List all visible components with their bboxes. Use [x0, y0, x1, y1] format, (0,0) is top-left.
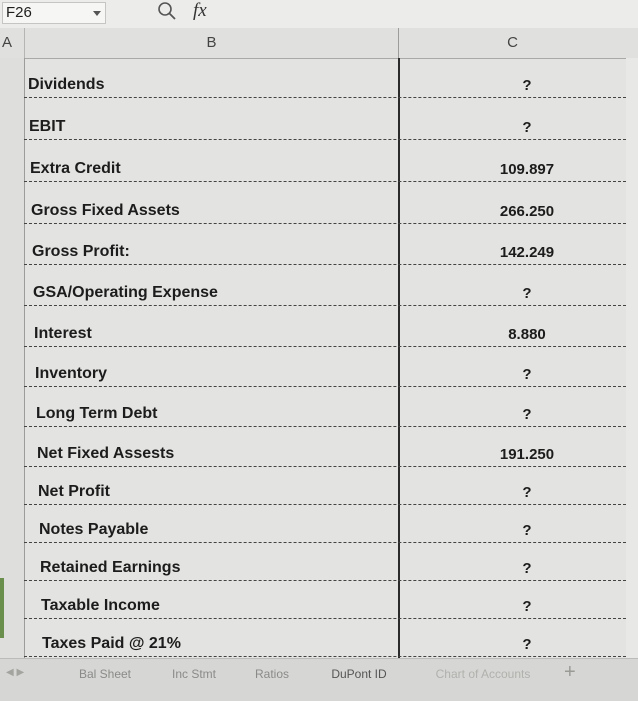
row-label: Retained Earnings: [40, 559, 181, 576]
row-label: Dividends: [28, 76, 105, 93]
sheet-tab-bar: [0, 658, 638, 701]
row-value: ?: [522, 119, 532, 136]
tab-inc-stmt[interactable]: Inc Stmt: [171, 667, 216, 681]
search-icon[interactable]: [156, 0, 178, 22]
chevron-down-icon[interactable]: [93, 11, 101, 16]
row-value: ?: [522, 366, 532, 383]
row-label: Interest: [34, 325, 92, 342]
table-row[interactable]: [24, 58, 626, 98]
row-label: Extra Credit: [30, 160, 121, 177]
row-value: ?: [522, 560, 532, 577]
row-label: Gross Profit:: [32, 243, 130, 260]
row-value: ?: [522, 406, 532, 423]
row-value: 266.250: [499, 203, 555, 220]
tab-scroll-arrows-icon[interactable]: ◀ ▶: [6, 667, 25, 678]
column-header-c[interactable]: C: [398, 28, 626, 58]
table-row[interactable]: [24, 306, 626, 347]
row-value: 191.250: [499, 446, 555, 463]
table-row[interactable]: [24, 387, 626, 427]
row-label: Long Term Debt: [36, 405, 158, 422]
row-value: ?: [522, 484, 532, 501]
table-row[interactable]: [24, 347, 626, 387]
table-row[interactable]: [24, 543, 626, 581]
row-value: ?: [522, 77, 532, 94]
worksheet-grid: [0, 58, 638, 658]
column-header-a[interactable]: A: [2, 34, 13, 51]
tab-bal-sheet[interactable]: Bal Sheet: [78, 667, 132, 681]
table-row[interactable]: [24, 427, 626, 467]
table-row[interactable]: [24, 265, 626, 306]
table-row[interactable]: [24, 182, 626, 224]
tab-dupont-id[interactable]: DuPont ID: [331, 667, 387, 681]
row-label: Taxable Income: [41, 597, 160, 614]
row-value: ?: [522, 636, 532, 653]
row-value: 142.249: [499, 244, 555, 261]
table-row[interactable]: [24, 505, 626, 543]
cell-reference: F26: [6, 4, 32, 21]
row-label: Taxes Paid @ 21%: [42, 635, 181, 652]
row-value: 8.880: [508, 326, 546, 343]
row-label: Net Profit: [38, 483, 110, 500]
table-row[interactable]: [24, 581, 626, 619]
row-label: Net Fixed Assests: [37, 445, 175, 462]
formula-bar: [0, 0, 638, 29]
add-sheet-button[interactable]: +: [564, 661, 576, 683]
fx-label[interactable]: fx: [193, 0, 207, 21]
column-header-row: [0, 28, 638, 59]
column-a-cells[interactable]: [0, 58, 25, 658]
row-value: 109.897: [499, 161, 555, 178]
row-indicator: [0, 578, 4, 638]
row-label: EBIT: [29, 118, 66, 135]
tab-chart-of-accounts[interactable]: Chart of Accounts: [435, 667, 531, 681]
row-value: ?: [522, 598, 532, 615]
table-row[interactable]: [24, 140, 626, 182]
row-label: Notes Payable: [39, 521, 149, 538]
row-label: GSA/Operating Expense: [33, 284, 218, 301]
table-row[interactable]: [24, 619, 626, 657]
table-row[interactable]: [24, 467, 626, 505]
tab-ratios[interactable]: Ratios: [254, 667, 289, 681]
table-row[interactable]: [24, 224, 626, 265]
row-label: Inventory: [35, 365, 108, 382]
row-value: ?: [522, 285, 532, 302]
row-value: ?: [522, 522, 532, 539]
table-row[interactable]: [24, 98, 626, 140]
row-label: Gross Fixed Assets: [31, 202, 180, 219]
column-header-b[interactable]: B: [24, 28, 398, 58]
name-box[interactable]: [2, 2, 106, 24]
